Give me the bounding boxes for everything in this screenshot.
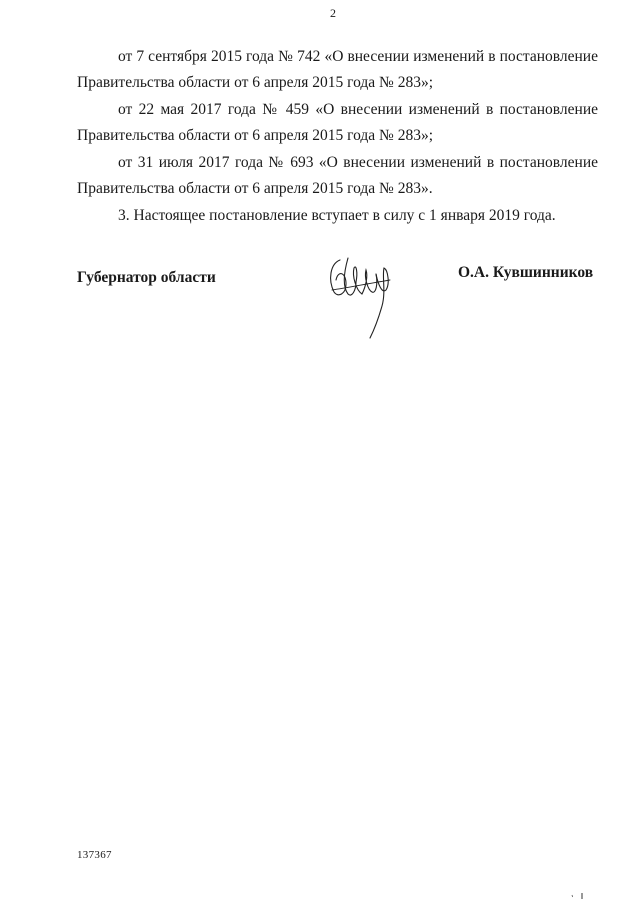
signatory-title: Губернатор области — [77, 269, 216, 286]
signatory-name: О.А. Кувшинников — [458, 264, 594, 281]
paragraph-amendment-459: от 22 мая 2017 года № 459 «О внесении изменений в постановление Правительства области от 6 апреля 2015 года № 283»; — [77, 101, 598, 144]
handwritten-signature — [326, 250, 398, 342]
paragraph-amendment-742: от 7 сентября 2015 года № 742 «О внесении изменений в постановление Правительства области от 6 апреля 2015 года № 283»; — [77, 48, 598, 91]
document-code: 137367 — [77, 849, 112, 861]
paragraph-effective-date: 3. Настоящее постановление вступает в силу с 1 января 2019 года. — [118, 207, 556, 224]
scan-marks — [570, 892, 586, 900]
paragraph-amendment-693: от 31 июля 2017 года № 693 «О внесении изменений в постановление Правительства области от 6 апреля 2015 года № 283». — [77, 154, 598, 197]
page-number: 2 — [330, 6, 336, 20]
